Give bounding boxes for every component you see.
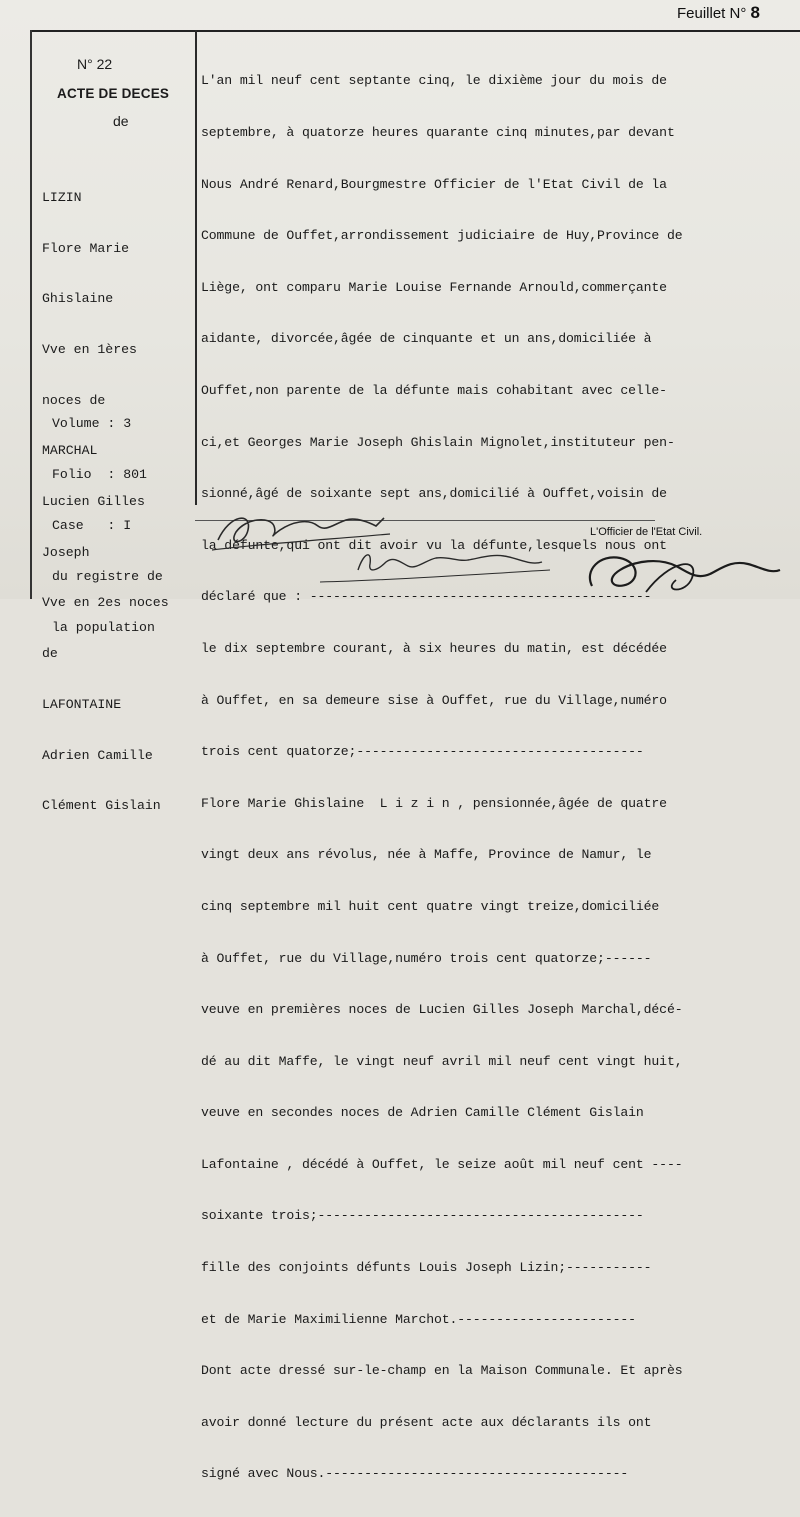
register-line: la population	[52, 620, 155, 635]
body-line: Liège, ont comparu Marie Louise Fernande Arnould,commerçante	[201, 279, 667, 295]
body-line: cinq septembre mil huit cent quatre vingt treize,domiciliée	[201, 898, 660, 914]
act-body-text	[201, 38, 791, 1517]
body-line: signé avec Nous.---------------------------------------	[201, 1466, 629, 1482]
deceased-line: Adrien Camille	[42, 747, 153, 763]
body-line: Lafontaine , décédé à Ouffet, le seize août mil neuf cent ----	[201, 1156, 683, 1172]
sheet-label: Feuillet N°	[677, 5, 747, 22]
body-line: déclaré que : --------------------------------------------	[201, 589, 652, 605]
body-line: ci,et Georges Marie Joseph Ghislain Mignolet,instituteur pen-	[201, 434, 675, 450]
body-line: trois cent quatorze;-------------------------------------	[201, 744, 644, 760]
body-line: la défunte,qui ont dit avoir vu la défunte,lesquels nous ont	[201, 537, 667, 553]
body-line: fille des conjoints défunts Louis Joseph Lizin;-----------	[201, 1260, 652, 1276]
body-line: Dont acte dressé sur-le-champ en la Maison Communale. Et après	[201, 1363, 683, 1379]
deceased-line: Vve en 2es noces	[42, 595, 169, 611]
sheet-number-value: 8	[750, 3, 760, 22]
column-divider	[195, 30, 197, 505]
act-number: N° 22	[77, 56, 113, 72]
deceased-line: MARCHAL	[42, 443, 98, 459]
body-line: Nous André Renard,Bourgmestre Officier de l'Etat Civil de la	[201, 176, 667, 192]
deceased-line: Flore Marie	[42, 240, 130, 256]
body-line: le dix septembre courant, à six heures du matin, est décédée	[201, 640, 667, 656]
deceased-line: LIZIN	[42, 189, 82, 205]
body-line: Ouffet,non parente de la défunte mais cohabitant avec celle-	[201, 382, 667, 398]
body-line: à Ouffet, rue du Village,numéro trois cent quatorze;------	[201, 950, 652, 966]
deceased-line: Joseph	[42, 544, 90, 560]
body-line: dé au dit Maffe, le vingt neuf avril mil neuf cent vingt huit,	[201, 1053, 683, 1069]
body-line: septembre, à quatorze heures quarante cinq minutes,par devant	[201, 125, 675, 140]
deceased-line: Clément Gislain	[42, 798, 161, 814]
sheet-number	[677, 3, 760, 23]
deceased-line: Vve en 1ères	[42, 341, 137, 357]
officer-caption: L'Officier de l'Etat Civil.	[590, 526, 703, 538]
act-title: ACTE DE DECES	[57, 86, 170, 101]
body-line: L'an mil neuf cent septante cinq, le dixième jour du mois de	[201, 73, 667, 89]
register-line: Folio : 801	[52, 467, 147, 482]
signature-officer	[590, 557, 780, 586]
signature-declarant-2	[358, 555, 542, 570]
deceased-line: noces de	[42, 392, 106, 408]
signature-officer-loop	[646, 564, 693, 592]
register-line: Volume : 3	[52, 416, 132, 431]
frame-top-line	[30, 30, 800, 32]
body-line: veuve en premières noces de Lucien Gilles Joseph Marchal,décé-	[201, 1002, 683, 1018]
deceased-line: LAFONTAINE	[42, 696, 122, 712]
frame-left-line	[30, 30, 32, 599]
body-line: à Ouffet, en sa demeure sise à Ouffet, rue du Village,numéro	[201, 692, 667, 708]
signatures	[200, 500, 800, 599]
body-line: veuve en secondes noces de Adrien Camille Clément Gislain	[201, 1105, 644, 1121]
body-line: vingt deux ans révolus, née à Maffe, Province de Namur, le	[201, 847, 652, 863]
signature-declarant-1	[218, 518, 384, 542]
deceased-line: Ghislaine	[42, 291, 114, 307]
deceased-line: Lucien Gilles	[42, 494, 145, 510]
body-line: Commune de Ouffet,arrondissement judiciaire de Huy,Province de	[201, 228, 683, 244]
body-line: soixante trois;------------------------------------------	[201, 1208, 644, 1224]
deceased-line: de	[42, 646, 58, 662]
body-line: sionné,âgé de soixante sept ans,domicilié à Ouffet,voisin de	[201, 486, 667, 502]
body-line: et de Marie Maximilienne Marchot.-----------------------	[201, 1311, 636, 1327]
register-line: du registre de	[52, 569, 163, 584]
signature-declarant-2-flourish	[320, 570, 550, 582]
body-line: avoir donné lecture du présent acte aux déclarants ils ont	[201, 1414, 652, 1430]
register-line: Case : I	[52, 518, 132, 533]
body-line: Flore Marie Ghislaine L i z i n , pensionnée,âgée de quatre	[201, 795, 667, 811]
register-reference	[52, 381, 194, 670]
body-line: aidante, divorcée,âgée de cinquante et un ans,domiciliée à	[201, 331, 652, 347]
act-de: de	[113, 113, 129, 129]
